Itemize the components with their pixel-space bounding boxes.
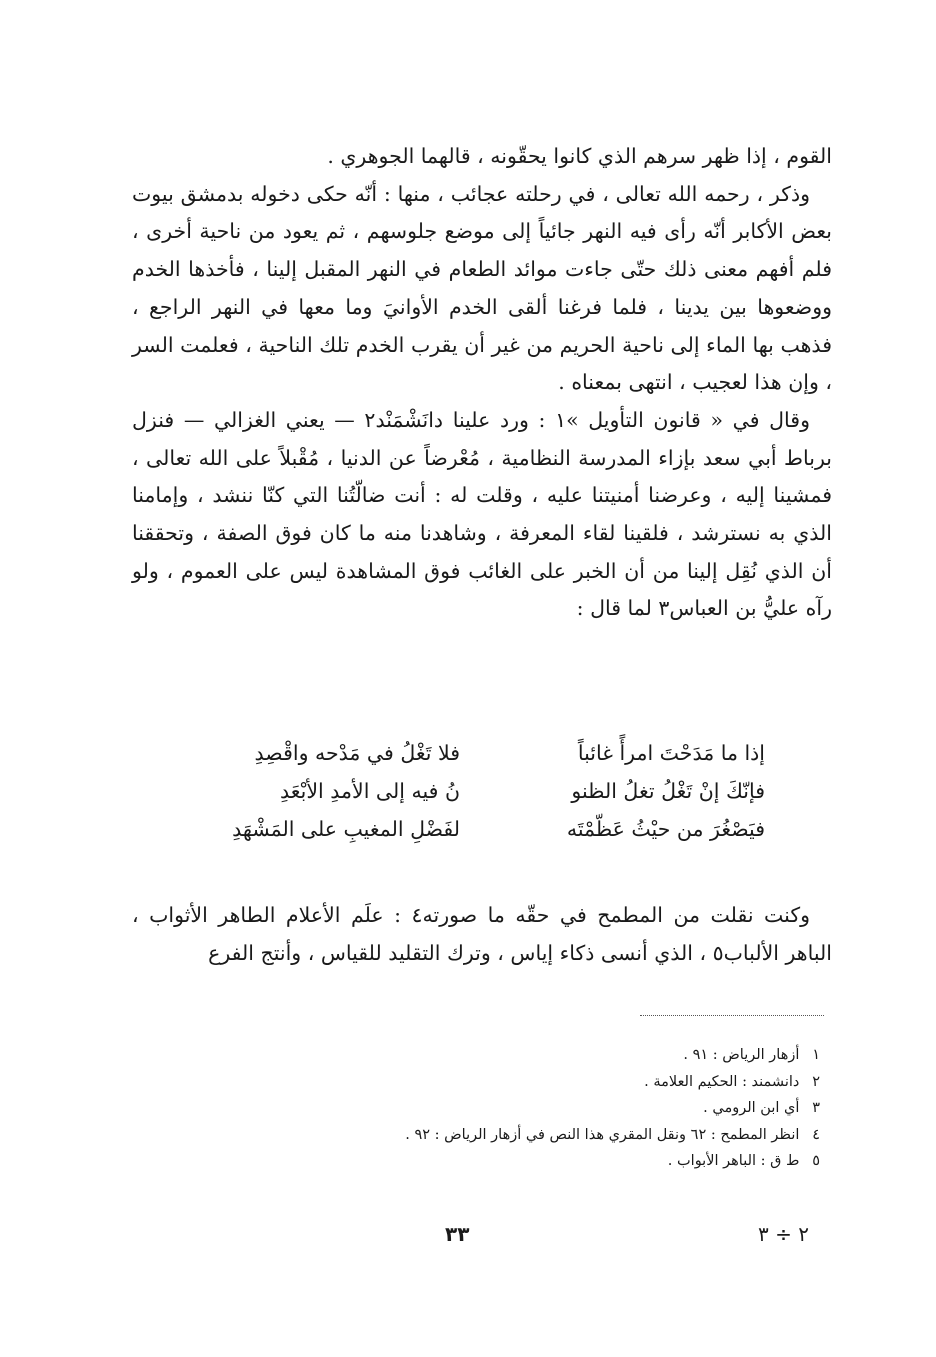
footnote-text: أي ابن الرومي . [703,1100,800,1116]
paragraph-4: وكنت نقلت من المطمح في حقّه ما صورته٤ : علَم الأعلام الطاهر الأثواب ، الباهر الألباب٥ ، الذي أنسى ذكاء إياس ، وترك التقليد للقياس ، وأنتج الفرع [132,903,832,965]
footnote [260,1042,820,1069]
page-number: ٣٣ [445,1222,470,1246]
footnote-text: انظر المطمح : ٦٢ ونقل المقري هذا النص في أزهار الرياض : ٩٢ . [405,1126,800,1143]
footnote-number: ٥ [812,1153,820,1169]
footnote [260,1095,820,1122]
paragraph-1: القوم ، إذا ظهر سرهم الذي كانوا يحقّونه ، قالهما الجوهري . [327,144,832,168]
footnote [260,1122,820,1149]
footnote-separator [640,1015,824,1016]
footnote-number: ١ [812,1047,820,1063]
verse-second-hemistich: فلا تَغْلُ في مَدْحه واقْصِدِ [254,741,460,765]
footnote [260,1148,820,1175]
verse-second-hemistich: نُ فيه إلى الأمدِ الأبْعَدِ [280,779,460,803]
footnote-number: ٣ [812,1100,820,1116]
closing-text [132,896,832,972]
footnote-number: ٤ [812,1126,820,1143]
footnotes [260,1042,820,1175]
footnote [260,1069,820,1096]
footnote-number: ٢ [812,1073,820,1090]
verse-second-hemistich: لفَضْلِ المغيبِ على المَشْهَدِ [232,817,460,841]
footnote-text: دانشمند : الحكيم العلامة . [644,1073,800,1090]
verse-first-hemistich: فيَصْغُرَ من حيْثُ عَظّمْتَه [566,817,765,841]
signature-mark: ٢ ÷ ٣ [758,1222,809,1246]
footnote-text: ط ق : الباهر الأبواب . [667,1153,800,1169]
verse-line [190,810,765,848]
footnote-text: أزهار الرياض : ٩١ . [683,1047,800,1063]
paragraph-2: وذكر ، رحمه الله تعالى ، في رحلته عجائب ، منها : أنّه حكى دخوله بدمشق بيوت بعض الأكابر أنّه رأى فيه النهر جائياً إلى موضع جلوسهم ، ثم يعود من ناحية أخرى ، فلم أفهم معنى ذلك حتّى جاءت موائد الطعام في النهر المقبل إلينا ، فأخذها الخدم ووضعوها بين يدينا ، فلما فرغنا ألقى الخدم الأوانيَ وما معها في النهر الراجع ، فذهب بها الماء إلى ناحية الحريم من غير أن يقرب الخدم تلك الناحية ، فعلمت السر ، وإن هذا لعجيب ، انتهى بمعناه . [132,181,832,395]
verse-line [190,772,765,810]
verse-line [190,734,765,772]
paragraph-3: وقال في « قانون التأويل »١ : ورد علينا دانَشْمَنْد٢ — يعني الغزالي — فنزل برباط أبي سعد بإزاء المدرسة النظامية ، مُعْرضاً عن الدنيا ، مُقْبلاً على الله تعالى ، فمشينا إليه ، وعرضنا أمنيتنا عليه ، وقلت له : أنت ضالّتُنا التي كنّا ننشد ، وإمامنا الذي به نسترشد ، فلقينا لقاء المعرفة ، وشاهدنا منه ما كان فوق الصفة ، وتحققنا أن الذي نُقِل إلينا من أن الخبر على الغائب فوق المشاهدة ليس على العموم ، ولو رآه عليُّ بن العباس٣ لما قال : [132,407,832,621]
main-text [132,138,832,628]
poem [190,734,765,848]
verse-first-hemistich: إذا ما مَدَحْتَ امرأً غائباً [577,741,765,765]
verse-first-hemistich: فإنّكَ إنْ تَغْلُ تغلُ الظنو [571,779,765,803]
